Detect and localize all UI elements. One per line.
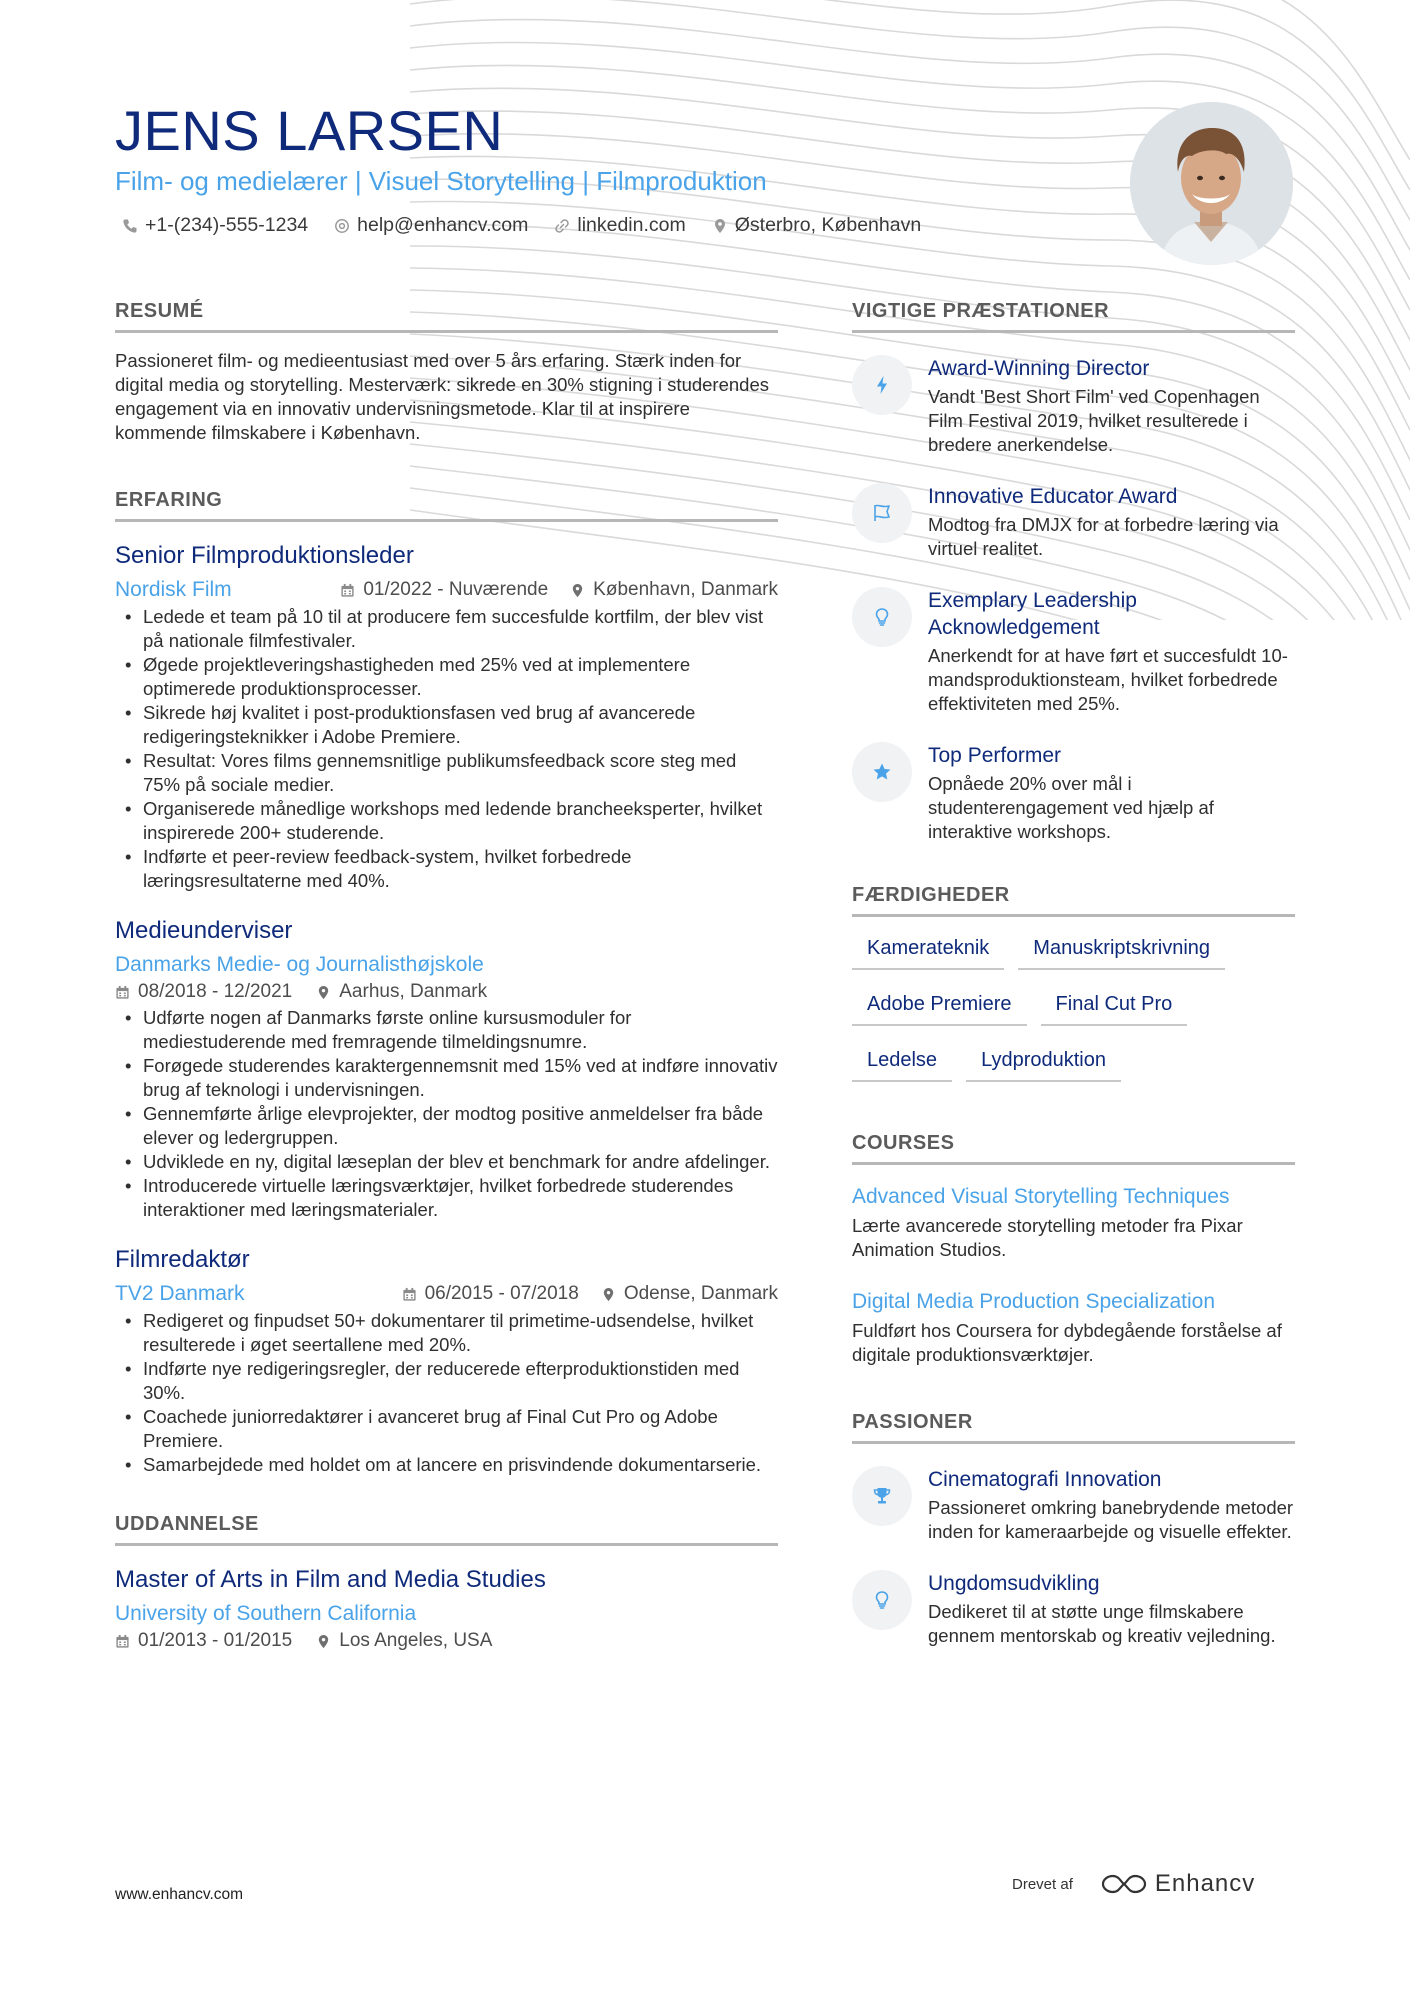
left-column (115, 300, 778, 1655)
achievements-section (852, 300, 1295, 844)
contact-location (712, 214, 921, 237)
job-entry (115, 542, 778, 893)
achievement-item (852, 355, 1295, 457)
summary-heading: RESUMÉ (115, 300, 778, 333)
job-location-text: Aarhus, Danmark (339, 981, 488, 1002)
course-title: Advanced Visual Storytelling Techniques (852, 1185, 1230, 1208)
achievement-body (928, 355, 1295, 457)
enhancv-logo-icon (1101, 1872, 1147, 1896)
passion-icon-wrap (852, 1466, 912, 1526)
job-company: Danmarks Medie- og Journalisthøjskole (115, 953, 484, 976)
achievement-title: Exemplary Leadership Acknowledgement (928, 589, 1137, 639)
skill-tag: Final Cut Pro (1041, 993, 1188, 1026)
job-bullet: • Redigeret og finpudset 50+ dokumentarer til primetime-udsendelse, hvilket resulterede i øget seertallene med 20%. (115, 1309, 778, 1357)
job-dates-text: 01/2022 - Nuværende (363, 579, 549, 600)
achievement-item (852, 742, 1295, 844)
bolt-icon (871, 374, 893, 396)
achievement-icon-wrap (852, 742, 912, 802)
contact-phone[interactable] (122, 214, 308, 237)
passion-body (928, 1466, 1295, 1544)
trophy-icon (871, 1485, 893, 1507)
job-bullet: • Organiserede månedlige workshops med ledende brancheeksperter, hvilket inspirerede 200+ studerende. (115, 797, 778, 845)
phone-icon (122, 218, 138, 234)
skills-heading: FÆRDIGHEDER (852, 884, 1295, 917)
achievement-icon-wrap (852, 355, 912, 415)
skill-tag: Ledelse (852, 1049, 952, 1082)
brand-logo[interactable] (1101, 1870, 1255, 1898)
course-item (852, 1185, 1295, 1262)
job-meta-details (402, 1283, 778, 1305)
passion-body (928, 1570, 1295, 1648)
job-bullet: • Indførte nye redigeringsregler, der reducerede efterproduktionstiden med 30%. (115, 1357, 778, 1405)
achievements-heading: VIGTIGE PRÆSTATIONER (852, 300, 1295, 333)
course-title: Digital Media Production Specialization (852, 1290, 1216, 1313)
job-dates (340, 579, 548, 601)
passions-section (852, 1411, 1295, 1648)
courses-heading: COURSES (852, 1132, 1295, 1165)
achievement-body (928, 483, 1295, 561)
course-desc: Fuldført hos Coursera for dybdegående forståelse af digitale produktionsværktøjer. (852, 1320, 1282, 1365)
education-school: University of Southern California (115, 1602, 417, 1625)
skill-tag: Lydproduktion (966, 1049, 1121, 1082)
achievement-desc: Modtog fra DMJX for at forbedre læring via virtuel realitet. (928, 514, 1279, 559)
job-location (601, 1283, 778, 1305)
achievement-item (852, 587, 1295, 716)
skill-tag: Kamerateknik (852, 937, 1004, 970)
job-dates (402, 1283, 579, 1305)
experience-section (115, 489, 778, 1477)
passion-desc: Passioneret omkring banebrydende metoder inden for kameraarbejde og visuelle effekter. (928, 1497, 1294, 1542)
calendar-icon (340, 583, 355, 598)
achievement-body (928, 742, 1295, 844)
job-bullet: • Resultat: Vores films gennemsnitlige publikumsfeedback score steg med 75% på sociale medier. (115, 749, 778, 797)
job-meta (115, 1282, 778, 1306)
course-desc: Lærte avancerede storytelling metoder fra Pixar Animation Studios. (852, 1215, 1243, 1260)
right-column (852, 300, 1295, 1674)
passion-title: Ungdomsudvikling (928, 1572, 1100, 1595)
skill-tag: Adobe Premiere (852, 993, 1027, 1026)
education-dates (115, 1630, 292, 1652)
achievement-title: Award-Winning Director (928, 357, 1150, 380)
achievement-body (928, 587, 1295, 716)
contact-email[interactable] (334, 214, 528, 237)
job-bullet: • Sikrede høj kvalitet i post-produktionsfasen ved brug af avancerede redigeringsteknikker i Adobe Premiere. (115, 701, 778, 749)
education-location (316, 1630, 492, 1652)
skills-list (852, 937, 1295, 1082)
location-pin-icon (712, 218, 728, 234)
contact-bar (122, 214, 921, 237)
job-dates-text: 08/2018 - 12/2021 (138, 981, 293, 1002)
brand-name: Enhancv (1154, 1870, 1256, 1897)
link-icon (554, 218, 570, 234)
education-heading: UDDANNELSE (115, 1513, 778, 1546)
contact-location-text: Østerbro, København (734, 214, 922, 236)
job-bullet: • Gennemførte årlige elevprojekter, der modtog positive anmeldelser fra både elever og ledergruppen. (115, 1102, 778, 1150)
achievement-desc: Anerkendt for at have ført et succesfuldt 10-mandsproduktionsteam, hvilket forbedrede effektiviteten med 25%. (928, 645, 1288, 714)
job-dates-text: 06/2015 - 07/2018 (424, 1283, 579, 1304)
achievement-desc: Vandt 'Best Short Film' ved Copenhagen Film Festival 2019, hvilket resulterede i bredere anerkendelse. (928, 386, 1260, 455)
profile-photo (1130, 102, 1293, 265)
job-company: Nordisk Film (115, 578, 232, 601)
job-title: Senior Filmproduktionsleder (115, 542, 414, 569)
lightbulb-icon (871, 606, 893, 628)
contact-email-text: help@enhancv.com (357, 214, 529, 236)
job-bullet: • Samarbejdede med holdet om at lancere en prisvindende dokumentarserie. (115, 1453, 778, 1477)
candidate-name: JENS LARSEN (115, 99, 504, 162)
job-meta-details (340, 579, 778, 601)
lightbulb-icon (871, 1589, 893, 1611)
summary-text: Passioneret film- og medieentusiast med over 5 års erfaring. Stærk inden for digital media og storytelling. Mesterværk: sikrede en 30% stigning i studerendes engagement via en innovativ undervisningsmetode. Klar til at inspirere kommende filmskabere i København. (115, 350, 769, 443)
passion-item (852, 1466, 1295, 1544)
job-location-text: Odense, Danmark (623, 1283, 778, 1304)
candidate-tagline: Film- og medielærer | Visuel Storytelling | Filmproduktion (115, 166, 767, 196)
job-location-text: København, Danmark (593, 579, 778, 600)
achievement-title: Innovative Educator Award (928, 485, 1178, 508)
contact-linkedin[interactable] (554, 214, 685, 237)
at-icon (334, 218, 350, 234)
passion-item (852, 1570, 1295, 1648)
passion-desc: Dedikeret til at støtte unge filmskabere gennem mentorskab og kreativ vejledning. (928, 1601, 1276, 1646)
contact-phone-text: +1-(234)-555-1234 (145, 214, 309, 236)
education-section (115, 1513, 778, 1652)
achievement-icon-wrap (852, 587, 912, 647)
achievement-title: Top Performer (928, 744, 1062, 767)
footer-branding (1012, 1870, 1255, 1898)
location-pin-icon (316, 1634, 331, 1649)
job-bullet: • Coachede juniorredaktører i avanceret brug af Final Cut Pro og Adobe Premiere. (115, 1405, 778, 1453)
education-degree: Master of Arts in Film and Media Studies (115, 1566, 546, 1593)
education-location-text: Los Angeles, USA (339, 1630, 493, 1651)
location-pin-icon (601, 1287, 616, 1302)
star-icon (871, 761, 893, 783)
passion-icon-wrap (852, 1570, 912, 1630)
calendar-icon (402, 1287, 417, 1302)
job-bullets (115, 1309, 778, 1477)
job-dates (115, 981, 292, 1003)
location-pin-icon (316, 985, 331, 1000)
job-bullet: • Indførte et peer-review feedback-system, hvilket forbedrede læringsresultaterne med 40%. (115, 845, 778, 893)
education-dates-text: 01/2013 - 01/2015 (138, 1630, 293, 1651)
skills-section (852, 884, 1295, 1082)
job-company: TV2 Danmark (115, 1282, 245, 1305)
passion-title: Cinematografi Innovation (928, 1468, 1162, 1491)
education-meta (115, 1630, 778, 1652)
job-bullet: • Ledede et team på 10 til at producere fem succesfulde kortfilm, der blev vist på nationale filmfestivaler. (115, 605, 778, 653)
flag-icon (871, 502, 893, 524)
course-item (852, 1290, 1295, 1367)
job-location (570, 579, 778, 601)
profile-photo-illustration (1130, 102, 1293, 265)
courses-section (852, 1132, 1295, 1367)
job-bullet: • Udviklede en ny, digital læseplan der blev et benchmark for andre afdelinger. (115, 1150, 778, 1174)
job-meta (115, 578, 778, 602)
footer-website[interactable]: www.enhancv.com (115, 1886, 244, 1903)
summary-section (115, 300, 778, 445)
achievement-item (852, 483, 1295, 561)
job-entry (115, 1246, 778, 1477)
contact-linkedin-text: linkedin.com (577, 214, 686, 236)
job-bullet: • Forøgede studerendes karaktergennemsnit med 15% ved at indføre innovativ brug af teknologi i undervisningen. (115, 1054, 778, 1102)
achievement-icon-wrap (852, 483, 912, 543)
job-bullet: • Øgede projektleveringshastigheden med 25% ved at implementere optimerede produktionsprocesser. (115, 653, 778, 701)
job-title: Medieunderviser (115, 917, 293, 944)
job-bullet: • Introducerede virtuelle læringsværktøjer, hvilket forbedrede studerendes interaktioner med læringsmaterialer. (115, 1174, 778, 1222)
skill-tag: Manuskriptskrivning (1018, 937, 1225, 970)
achievement-desc: Opnåede 20% over mål i studenterengagement ved hjælp af interaktive workshops. (928, 773, 1214, 842)
location-pin-icon (570, 583, 585, 598)
job-meta-details (115, 981, 778, 1003)
passions-heading: PASSIONER (852, 1411, 1295, 1444)
job-title: Filmredaktør (115, 1246, 250, 1273)
job-bullet: • Udførte nogen af Danmarks første online kursusmoduler for mediestuderende med fremragende tilmeldingsnumre. (115, 1006, 778, 1054)
experience-heading: ERFARING (115, 489, 778, 522)
job-bullets (115, 605, 778, 893)
calendar-icon (115, 985, 130, 1000)
job-location (316, 981, 487, 1003)
job-entry (115, 917, 778, 1222)
powered-by-label: Drevet af (1012, 1875, 1073, 1893)
calendar-icon (115, 1634, 130, 1649)
job-bullets (115, 1006, 778, 1222)
